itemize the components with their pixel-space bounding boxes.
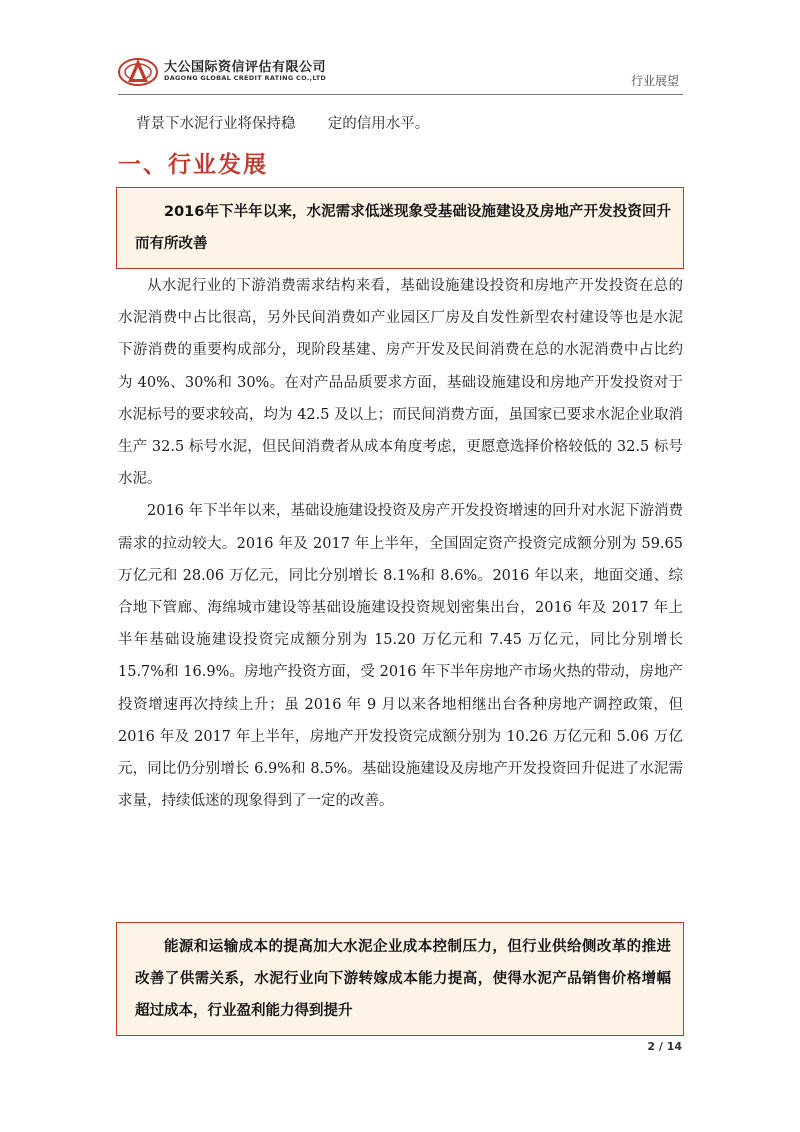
page-header xyxy=(118,52,683,95)
callout-text-1: 2016年下半年以来，水泥需求低迷现象受基础设施建设及房地产开发投资回升而有所改善 xyxy=(135,204,671,252)
body-text xyxy=(118,270,683,817)
callout-box-1 xyxy=(116,187,684,269)
callout-text-2: 能源和运输成本的提高加大水泥企业成本控制压力，但行业供给侧改革的推进改善了供需关系，水泥行业向下游转嫁成本能力提高，使得水泥产品销售价格增幅超过成本，行业盈利能力得到提升 xyxy=(135,939,671,1019)
intro-text: 背景下水泥行业将保持稳 定的信用水平。 xyxy=(136,116,430,132)
company-name-en: DAGONG GLOBAL CREDIT RATING CO.,LTD xyxy=(164,74,327,82)
paragraph-1: 从水泥行业的下游消费需求结构来看，基础设施建设投资和房地产开发投资在总的水泥消费中占比很高，另外民间消费如产业园区厂房及自发性新型农村建设等也是水泥下游消费的重要构成部分，现阶段基建、房产开发及民间消费在总的水泥消费中占比约为 40%、30%和 30%。在对产品品质要求方面，基础设施建设和房地产开发投资对于水泥标号的要求较高，均为 42.5 及以上；而民间消费方面，虽国家已要求水泥企业取消生产 32.5 标号水泥，但民间消费者从成本角度考虑，更愿意选择价格较低的 32.5 标号水泥。 xyxy=(118,278,683,488)
company-name-cn: 大公国际资信评估有限公司 xyxy=(164,60,327,75)
callout-box-2 xyxy=(116,922,684,1036)
paragraph-2: 2016 年下半年以来，基础设施建设投资及房产开发投资增速的回升对水泥下游消费需求的拉动较大。2016 年及 2017 年上半年，全国固定资产投资完成额分别为 59.65 万亿元和 28.06 万亿元，同比分别增长 8.1%和 8.6%。2016 年以来，地面交通、综合地下管廊、海绵城市建设等基础设施建设投资规划密集出台，2016 年及 2017 年上半年基础设施建设投资完成额分别为 15.20 万亿元和 7.45 万亿元，同比分别增长 15.7%和 16.9%。房地产投资方面，受 2016 年下半年房地产市场火热的带动，房地产投资增速再次持续上升；虽 2016 年 9 月以来各地相继出台各种房地产调控政策，但 2016 年及 2017 年上半年，房地产开发投资完成额分别为 10.26 万亿元和 5.06 万亿元，同比仍分别增长 6.9%和 8.5%。基础设施建设及房地产开发投资回升促进了水泥需求量，持续低迷的现象得到了一定的改善。 xyxy=(118,503,683,810)
section-label: 行业展望 xyxy=(630,74,679,88)
section-heading: 一、行业发展 xyxy=(118,152,268,178)
page-number: 2 / 14 xyxy=(647,1040,682,1053)
dagong-logo-icon xyxy=(118,56,160,88)
